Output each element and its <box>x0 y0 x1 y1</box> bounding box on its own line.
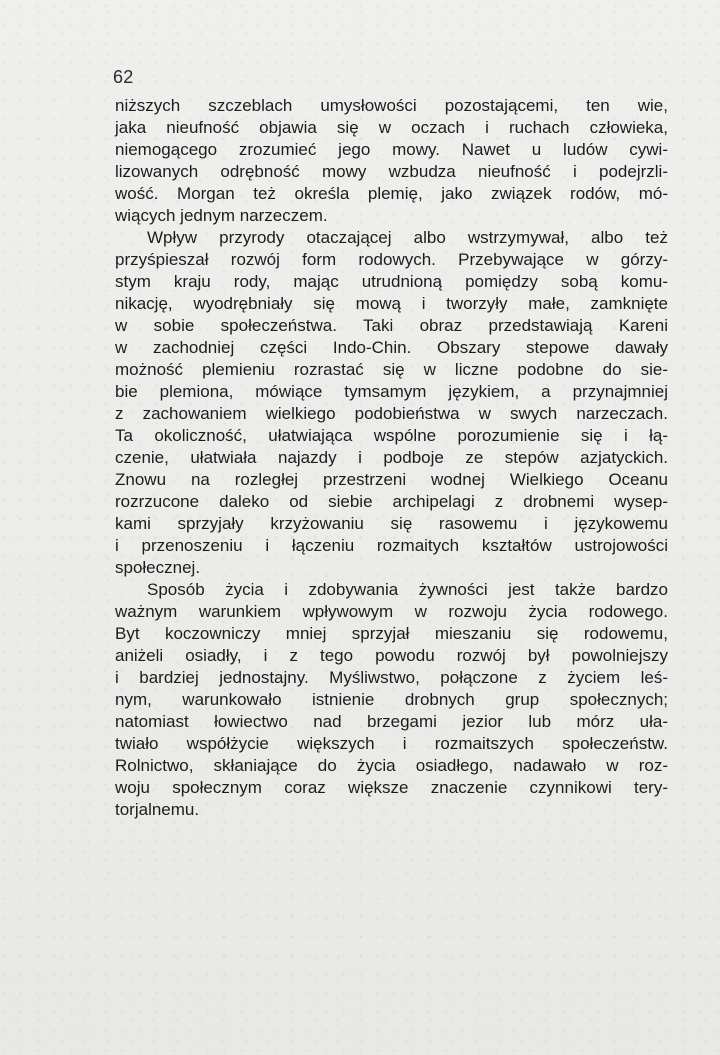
text-line: możność plemieniu rozrastać się w liczne podobne do sie- <box>115 360 668 379</box>
text-line: Sposób życia i zdobywania żywności jest także bardzo <box>147 580 668 599</box>
text-line: i bardziej jednostajny. Myśliwstwo, połączone z życiem leś- <box>115 668 668 687</box>
text-line: wiących jednym narzeczem. <box>115 206 328 225</box>
text-line: Znowu na rozległej przestrzeni wodnej Wielkiego Oceanu <box>115 470 668 489</box>
text-line: natomiast łowiectwo nad brzegami jezior lub mórz uła- <box>115 712 668 731</box>
text-line: w sobie społeczeństwa. Taki obraz przedstawiają Kareni <box>115 316 668 335</box>
text-line: rozrzucone daleko od siebie archipelagi z drobnemi wysep- <box>115 492 668 511</box>
text-line: Ta okoliczność, ułatwiająca wspólne porozumienie się i łą- <box>115 426 668 445</box>
text-line: woju społecznym coraz większe znaczenie czynnikowi tery- <box>115 778 668 797</box>
text-line: niemogącego zrozumieć jego mowy. Nawet u ludów cywi- <box>115 140 668 159</box>
text-line: nym, warunkowało istnienie drobnych grup społecznych; <box>115 690 668 709</box>
text-line: Wpływ przyrody otaczającej albo wstrzymywał, albo też <box>147 228 668 247</box>
text-line: torjalnemu. <box>115 800 200 819</box>
text-line: bie plemiona, mówiące tymsamym językiem, a przynajmniej <box>115 382 668 401</box>
text-line: kami sprzyjały krzyżowaniu się rasowemu i językowemu <box>115 514 668 533</box>
text-line: Byt koczowniczy mniej sprzyjał mieszaniu się rodowemu, <box>115 624 668 643</box>
text-line: w zachodniej części Indo-Chin. Obszary stepowe dawały <box>115 338 668 357</box>
text-line: jaka nieufność objawia się w oczach i ruchach człowieka, <box>115 118 668 137</box>
text-line: z zachowaniem wielkiego podobieństwa w swych narzeczach. <box>115 404 668 423</box>
text-line: lizowanych odrębność mowy wzbudza nieufność i podejrzli- <box>115 162 668 181</box>
text-line: twiało współżycie większych i rozmaitszych społeczeństw. <box>115 734 668 753</box>
page-text <box>115 95 668 821</box>
text-line: nikację, wyodrębniały się mową i tworzyły małe, zamknięte <box>115 294 668 313</box>
text-line: wość. Morgan też określa plemię, jako związek rodów, mó- <box>115 184 668 203</box>
text-line: czenie, ułatwiała najazdy i podboje ze stepów azjatyckich. <box>115 448 668 467</box>
text-line: przyśpieszał rozwój form rodowych. Przebywające w górzy- <box>115 250 668 269</box>
page-number: 62 <box>113 67 134 87</box>
text-line: stym kraju rody, mając utrudnioną pomiędzy sobą komu- <box>115 272 668 291</box>
text-line: ważnym warunkiem wpływowym w rozwoju życia rodowego. <box>115 602 668 621</box>
text-line: społecznej. <box>115 558 201 577</box>
text-line: aniżeli osiadły, i z tego powodu rozwój był powolniejszy <box>115 646 668 665</box>
text-line: niższych szczeblach umysłowości pozostającemi, ten wie, <box>115 96 668 115</box>
text-line: i przenoszeniu i łączeniu rozmaitych kształtów ustrojowości <box>115 536 668 555</box>
text-line: Rolnictwo, skłaniające do życia osiadłego, nadawało w roz- <box>115 756 668 775</box>
